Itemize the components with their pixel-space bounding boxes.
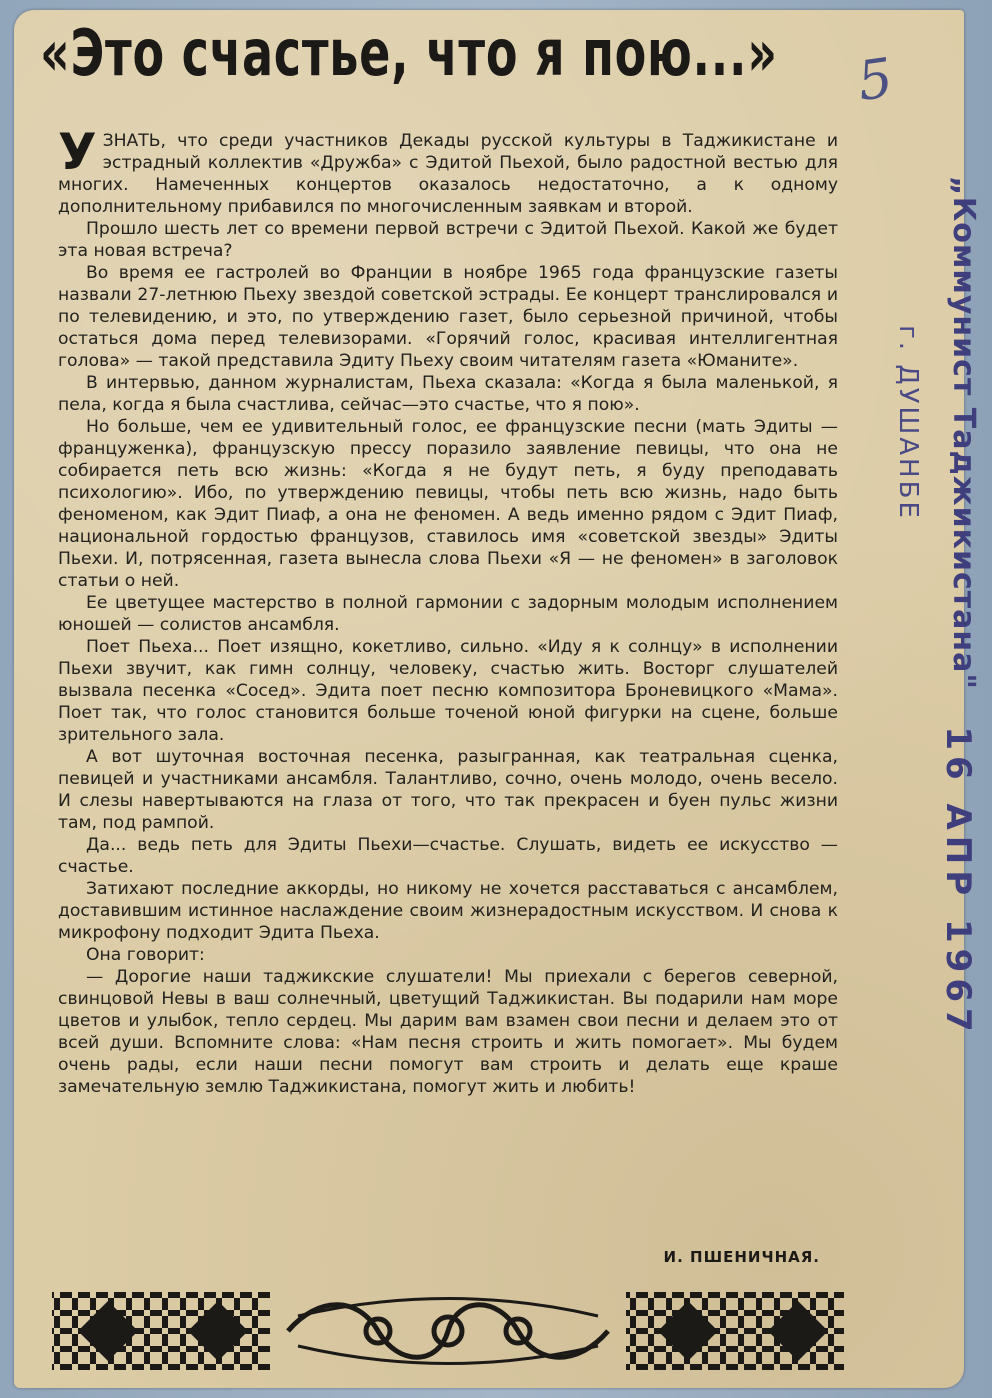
paragraph-12: — Дорогие наши таджикские слушатели! Мы приехали с берегов северной, свинцовой Невы в ваш солнечный, цветущий Таджикистан. Вы подарили нам море цветов и улыбок, тепло сердец. Мы дарим вам взамен свои песни и делаем это от всей души. Вспомните слова: «Нам песня строить и жить помогает». Мы будем очень рады, если наши песни помогут вам строить и делать еще краше замечательную землю Таджикистана, помогут жить и любить! (58, 967, 838, 1097)
stamp-city: г. ДУШАНБЕ (893, 325, 923, 521)
paragraph-8: А вот шуточная восточная песенка, разыгранная, как театральная сценка, певицей и участниками ансамбля. Талантливо, сочно, очень молодо, очень весело. И слезы навертываются на глаза от того, что так прекрасен и буен пульс жизни там, под рампой. (58, 747, 838, 833)
paragraph-10: Затихают последние аккорды, но никому не хочется расставаться с ансамблем, доставившим истинное наслаждение своим жизнерадостным искусством. И снова к микрофону подходит Эдита Пьеха. (58, 879, 838, 943)
article-headline: «Это счастье, что я пою...» (40, 17, 778, 91)
right-lattice-ornament (626, 1292, 844, 1370)
paragraph-11: Она говорит: (86, 945, 205, 965)
paragraph-1-text: ЗНАТЬ, что среди участников Декады русской культуры в Таджикистане и эстрадный коллектив «Дружба» с Эдитой Пьехой, было радостной вестью для многих. Намеченных концертов оказалось недостаточно, а к одному дополнительному прибавился по многочисленным заявкам и второй. (58, 131, 838, 217)
stamp-newspaper-name: „Коммунист Таджикистана" (946, 175, 981, 691)
paragraph-2: Прошло шесть лет со времени первой встречи с Эдитой Пьехой. Какой же будет эта новая встреча? (58, 219, 838, 261)
decorative-ornament-border (48, 1286, 848, 1376)
left-lattice-ornament (52, 1292, 270, 1370)
paragraph-3: Во время ее гастролей во Франции в ноябре 1965 года французские газеты назвали 27-летнюю Пьеху звездой советской эстрады. Ее концерт транслировался и по телевидению, и это, по утверждению газет, было серьезной причиной, чтобы остаться дома перед телевизорами. «Горячий голос, красивая интеллигентная голова» — такой представила Эдиту Пьеху своим читателям газета «Юманите». (58, 263, 838, 371)
stamp-date: 16 АПР 1967 (938, 726, 978, 1038)
author-byline: И. ПШЕНИЧНАЯ. (663, 1248, 820, 1266)
article-body (58, 123, 838, 1098)
paragraph-4: В интервью, данном журналистам, Пьеха сказала: «Когда я была маленькой, я пела, когда я была счастлива, сейчас—это счастье, что я пою». (58, 373, 838, 415)
paragraph-1 (58, 123, 838, 218)
paragraph-5: Но больше, чем ее удивительный голос, ее французские песни (мать Эдиты — француженка), французскую прессу поразило заявление певицы, что она не собирается петь всю жизнь: «Когда я не будут петь, я буду преподавать психологию». Ибо, по утверждению певицы, чтобы петь всю жизнь, надо быть феноменом, как Эдит Пиаф, а она не феномен. А ведь именно рядом с Эдит Пиаф, национальной гордостью французов, ставилось имя «советской звезды» Эдиты Пьехи. И, потрясенная, газета вынесла слова Пьехи «Я — не феномен» в заголовок статьи о ней. (58, 417, 838, 591)
paragraph-7: Поет Пьеха... Поет изящно, кокетливо, сильно. «Иду я к солнцу» в исполнении Пьехи звучит, как гимн солнцу, человеку, счастью жить. Восторг слушателей вызвала песенка «Сосед». Эдита поет песню композитора Броневицкого «Мама». Поет так, что голос становится больше точеной юной фигурки на сцене, больше зрительного зала. (58, 637, 838, 745)
drop-cap: У (58, 123, 97, 181)
center-scroll-ornament (288, 1299, 608, 1364)
handwritten-page-number: 5 (853, 45, 897, 114)
paragraph-9: Да... ведь петь для Эдиты Пьехи—счастье. Слушать, видеть ее искусство — счастье. (58, 835, 838, 877)
paragraph-6: Ее цветущее мастерство в полной гармонии с задорным молодым исполнением юношей — солистов ансамбля. (58, 593, 838, 635)
